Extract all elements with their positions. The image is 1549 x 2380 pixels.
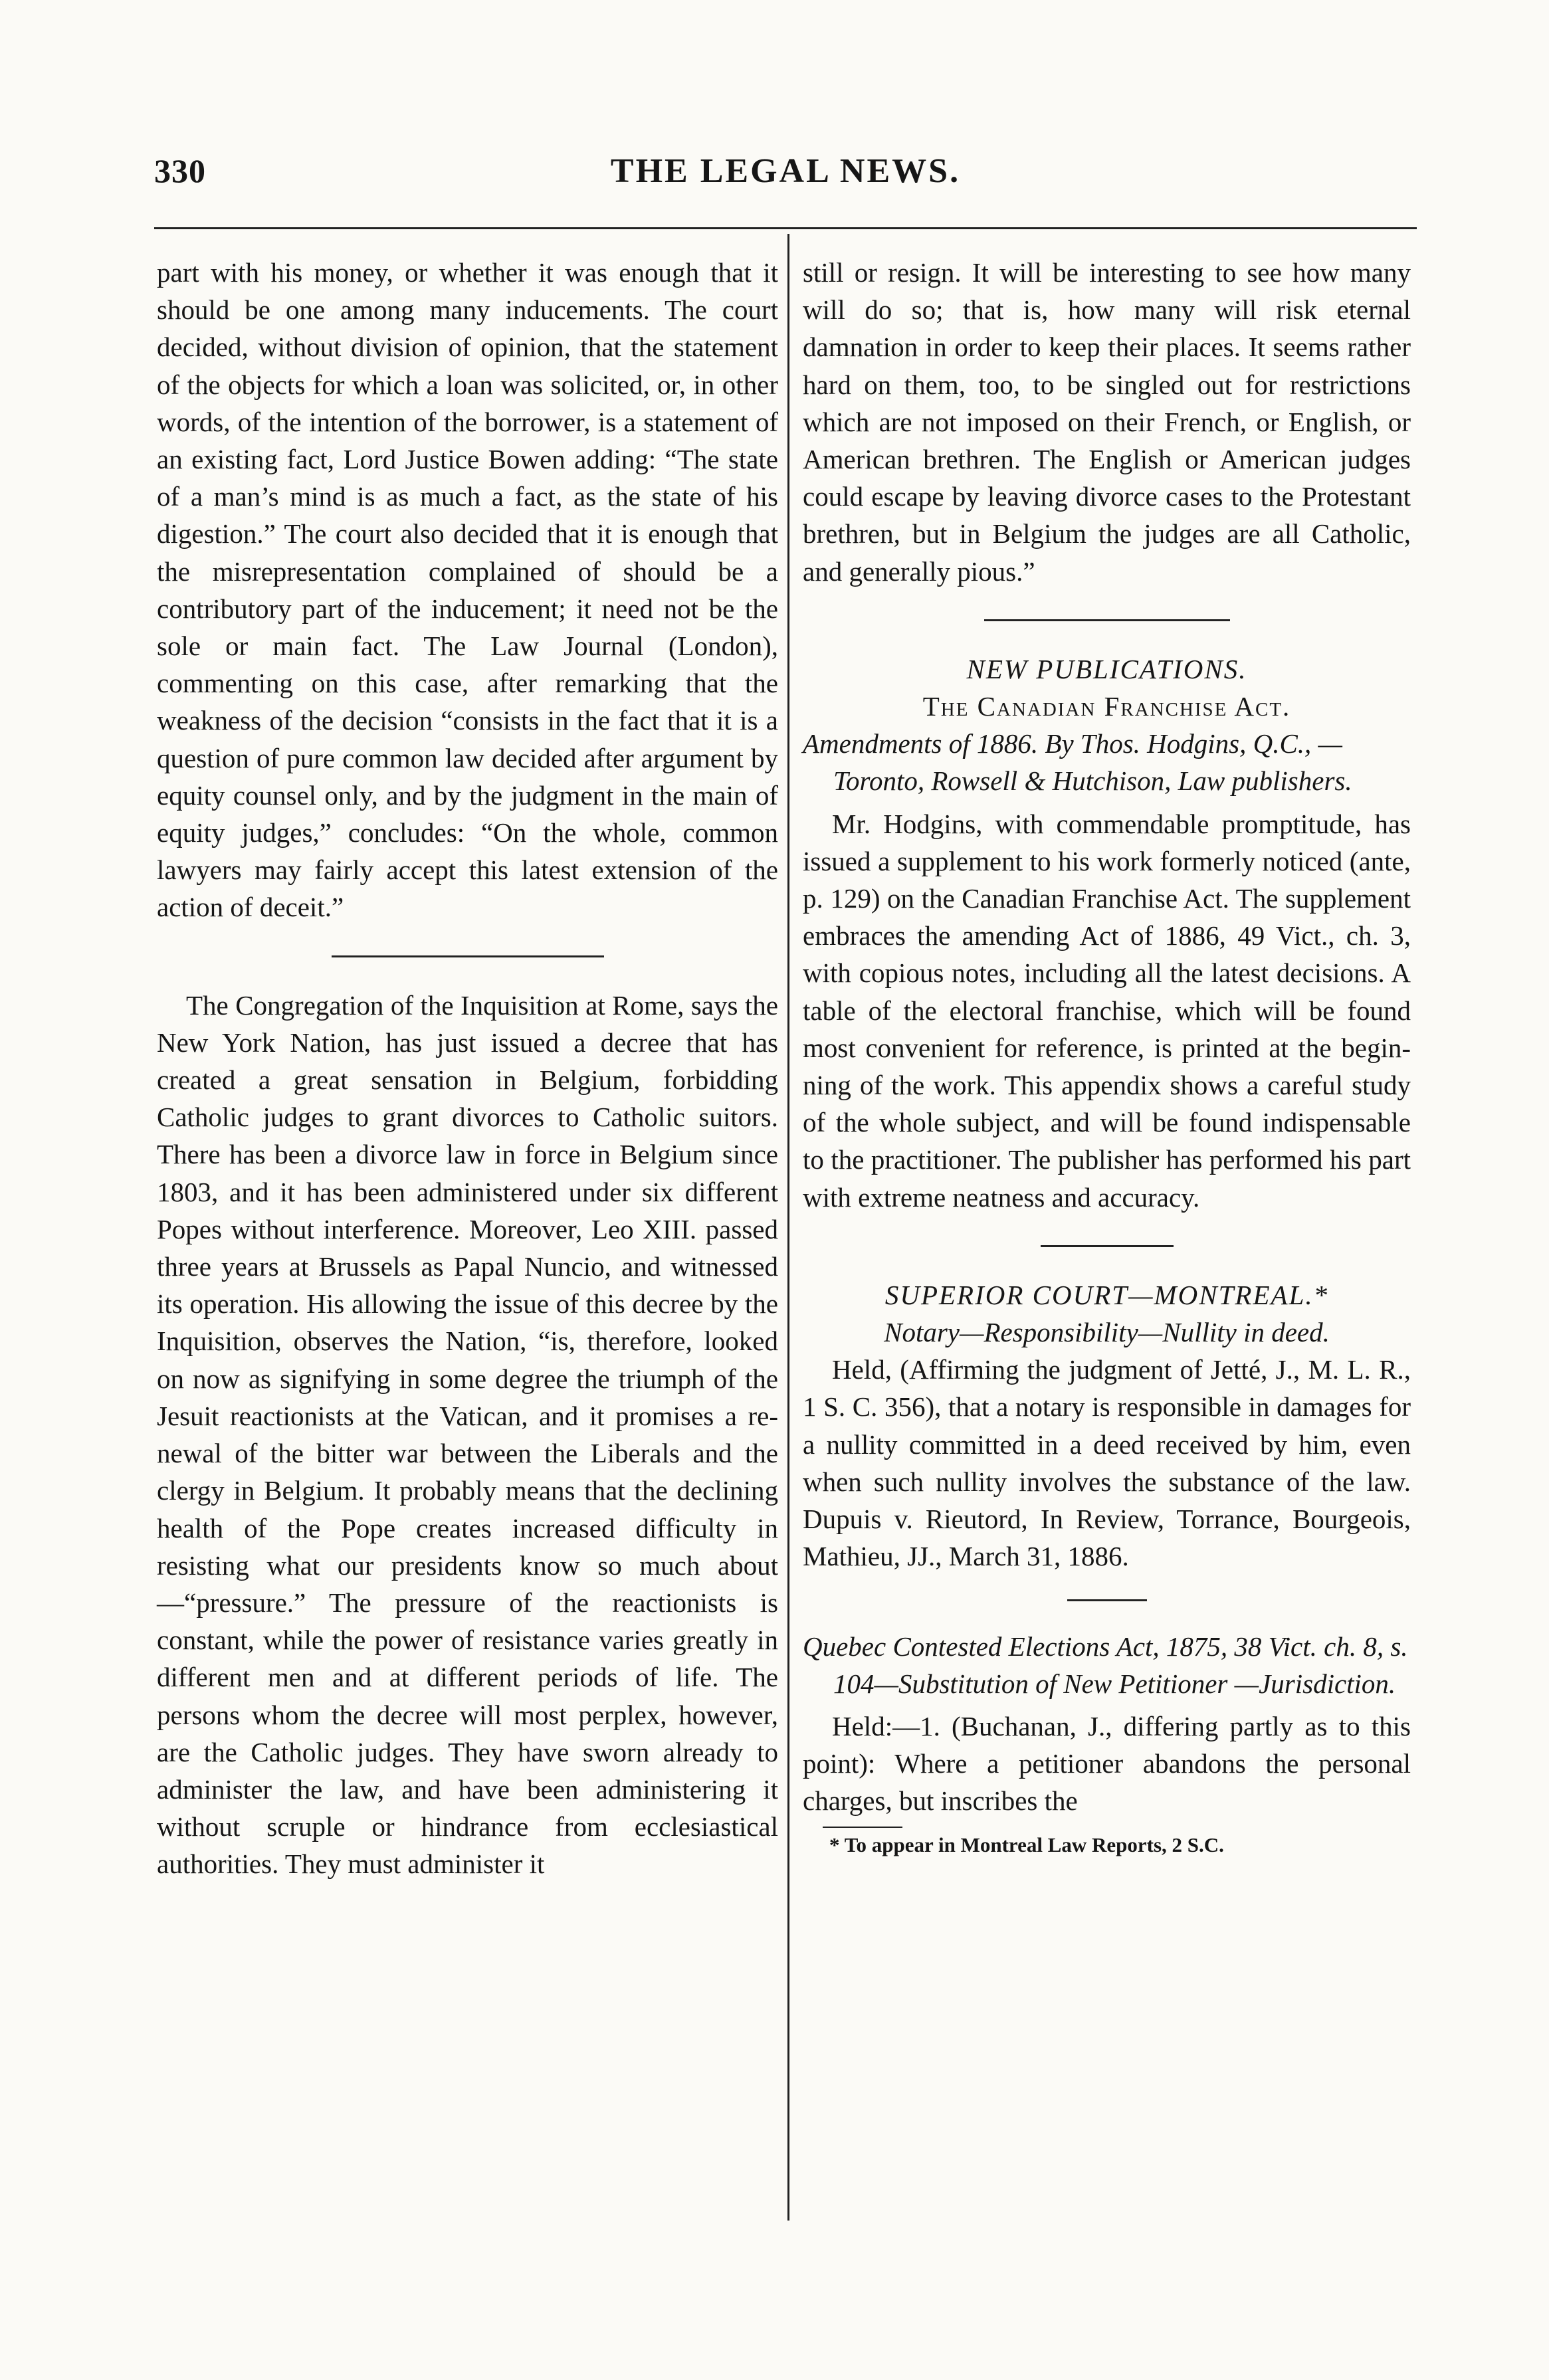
case-holding-elections: Held:—1. (Buchanan, J., differing partly as to this point): Where a petitioner abandons the personal charges, but inscribes the <box>803 1710 1411 1817</box>
paragraph-inquisition-decree: The Congregation of the Inquisition at Rome, says the New York Nation, has just issued a decree that has created a great sensation in Belgium, forbidding Catholic judges to grant divorces to Catholic suitors. There has been a divorce law in force in Belgium since 1803, and it has been administered under six different Popes without interference. Moreover, Leo XIII. passed three years at Brussels as Papal Nuncio, and witnessed its operation. His allowing the issue of this decree by the Inquisition, observes the Nation, “is, therefore, looked on now as signifying in some degree the triumph of the Jesuit reactionists at the Vatican, and it promises a renewal of the bitter war between the Liberals and the clergy in Belgium. It probably means that the declining health of the Pope creates increased difficulty in resisting what our presidents know so much about—“pressure.” The pressure of the reactionists is constant, while the power of resistance varies greatly in different men and at different periods of life. The persons whom the decree will most perplex, however, are the Catholic judges. They have sworn already to administer the law, and have been administering it without scruple or hindrance from ecclesiastical authorities. They must administer it <box>157 989 778 1880</box>
publication-citation: Amendments of 1886. By Thos. Hodgins, Q.C., —Toronto, Rowsell & Hutchison, Law publishers. <box>803 728 1352 797</box>
case-holding-notary: Held, (Affirming the judgment of Jetté, J., M. L. R., 1 S. C. 356), that a notary is responsible in damages for a nullity committed in a deed received by him, even when such nullity involves the substance of the law. Dupuis v. Rieutord, In Review, Torrance, Bourgeois, Mathieu, JJ., March 31, 1886. <box>803 1354 1411 1572</box>
page-header <box>154 151 1417 205</box>
header-rule <box>154 227 1417 229</box>
new-publications-heading: NEW PUBLICATIONS. <box>966 653 1247 684</box>
case-subheading: Notary—Responsibility—Nullity in deed. <box>884 1317 1330 1348</box>
footnote: * To appear in Montreal Law Reports, 2 S.C. <box>829 1833 1224 1856</box>
paragraph-continued: still or resign. It will be interesting to see how many will do so; that is, how many will risk eternal damnation in order to keep their places. It seems rather hard on them, too, to be singled out for restrictions which are not imposed on their French, or English, or American brethren. The English or American judges could escape by leaving divorce cases to the Protestant brethren, but in Belgium the judges are all Catholic, and generally pious.” <box>803 257 1411 587</box>
publication-title: The Canadian Franchise Act. <box>922 691 1291 722</box>
section-rule <box>332 955 604 957</box>
running-title: THE LEGAL NEWS. <box>610 152 961 190</box>
right-column <box>803 254 1411 1858</box>
case-title-elections: Quebec Contested Elections Act, 1875, 38 Vict. ch. 8, s. 104—Substitution of New Petitioner —Jurisdiction. <box>803 1631 1408 1699</box>
footnote-rule <box>823 1827 902 1828</box>
page-number: 330 <box>154 152 206 189</box>
publication-review: Mr. Hodgins, with commendable promptitude, has issued a supplement to his work formerly noticed (ante, p. 129) on the Canadian Franchise Act. The supplement embraces the amending Act of 1886, 49 Vict., ch. 3, with copious notes, including all the latest decisions. A table of the electoral franchise, which will be found most convenient for reference, is printed at the beginning of the work. This appendix shows a careful study of the whole subject, and will be found indispensable to the practitioner. The publisher has performed his part with extreme neatness and accuracy. <box>803 808 1411 1213</box>
court-heading: SUPERIOR COURT—MONTREAL.* <box>884 1279 1329 1310</box>
section-rule <box>984 619 1230 621</box>
section-rule <box>1067 1599 1147 1601</box>
section-rule <box>1041 1245 1174 1247</box>
paragraph-deceit-case: part with his money, or whether it was enough that it should be one among many inducements. The court decided, without division of opinion, that the statement of the objects for which a loan was solicited, or, in other words, of the intention of the borrower, is a statement of an existing fact, Lord Justice Bowen adding: “The state of a man’s mind is as much a fact, as the state of his digestion.” The court also decided that it is enough that the misrepresentation complained of should be a contributory part of the inducement; it need not be the sole or main fact. The Law Journal (London), commenting on this case, after remarking that the weakness of the decision “consists in the fact that it is a question of pure common law decided after argument by equity counsel only, and by the judgment in the main of equity judges,” concludes: “On the whole, common lawyers may fairly accept this latest extension of the action of deceit.” <box>157 257 778 923</box>
column-divider <box>787 234 789 2221</box>
left-column <box>157 254 778 1883</box>
